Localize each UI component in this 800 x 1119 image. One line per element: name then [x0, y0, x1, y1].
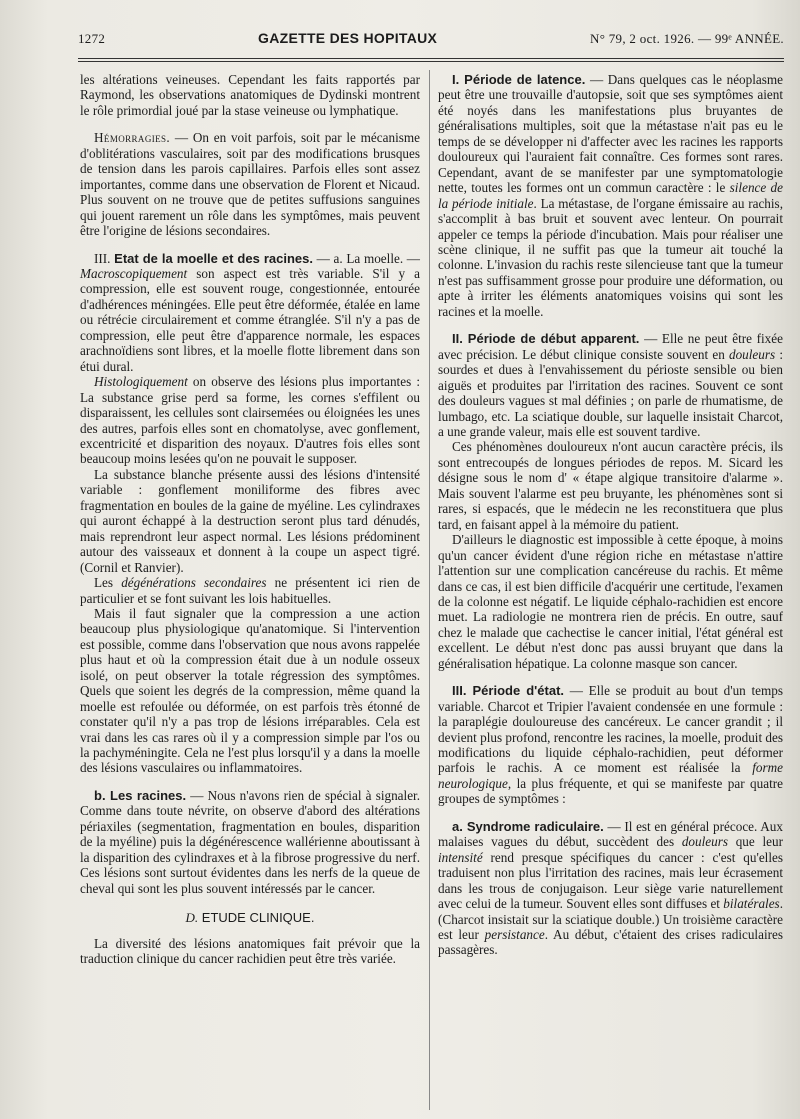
header-rule: [78, 58, 784, 59]
paragraph-syndrome: a. Syndrome radiculaire. — Il est en général précoce. Aux malaises vagues du début, succèdent des douleurs que leur intensité rend presque spécifiques du cancer : c'est qu'elles traduisent non plus l'irritation des racines, mais leur écrasement dans les trous de conjugaison. Leur siège varie naturellement avec celui de la tumeur. Souvent elles sont diffuses et bilatérales. (Charcot insistait sur la sciatique double.) Un troisième caractère est leur persistance. Au début, c'étaient des crises radiculaires passagères.: [438, 818, 783, 958]
paragraph: Ces phénomènes douloureux n'ont aucun caractère précis, ils sont entrecoupés de longues périodes de repos. M. Sicard les désigne sous le nom d' « étape algique transitoire d'alarme ». Mais souvent l'alarme est peu bruyante, les phénomènes sont si rares, si espacés, que le médecin ne les reconstituera que plus tard, en faisant appel à la mémoire du patient.: [438, 439, 783, 532]
subheading: Hémorragies.: [94, 130, 171, 146]
column-divider: [429, 70, 430, 1110]
page-number: 1272: [78, 31, 106, 46]
paragraph-racines: b. Les racines. — Nous n'avons rien de spécial à signaler. Comme dans toute névrite, on observe d'abord des altérations périaxiles (segmentation, fragmentation en boules, disparition de la myéline) puis la dégénérescence wallérienne aboutissant à la disparition des cylindraxes et à la fibrose progressive du nerf. Ces lésions sont surtout évidentes dans les nerfs de la queue de cheval qui sont les plus souvent intéressés par le cancer.: [80, 787, 421, 896]
subheading: b. Les racines.: [94, 787, 187, 803]
subheading: a. Syndrome radiculaire.: [452, 818, 604, 834]
section-heading: I. Période de latence.: [452, 72, 586, 87]
paragraph: D'ailleurs le diagnostic est impossible à cette époque, à moins qu'un cancer évident d'une région riche en métastase n'attire l'attention sur une complication cancéreuse du rachis. Et même dans ce cas, il est bien difficile d'acquérir une certitude, l'examen de la colonne est négatif. Le liquide céphalo-rachidien est encore muet. La radiologie ne montrera rien de précis. En outre, sauf chez le malade que cachectise le cancer initial, l'état général est excellent. Le début n'est donc pas aussi bruyant que dans la généralisation hépatique. La colonne masque son cancer.: [438, 532, 783, 671]
issue-info: N° 79, 2 oct. 1926. — 99ᵉ ANNÉE.: [590, 31, 784, 46]
section-heading: Etat de la moelle et des racines.: [114, 250, 313, 266]
section-heading: II. Période de début apparent.: [452, 331, 640, 347]
paragraph: La diversité des lésions anatomiques fait prévoir que la traduction clinique du cancer rachidien peut être très variée.: [80, 935, 420, 967]
section-heading: III. Période d'état.: [452, 683, 565, 699]
paragraph: Mais il faut signaler que la compression a une action beaucoup plus physiologique qu'anatomique. Si l'intervention est possible, comme dans l'observation que nous avons rappelée plus haut et où la compression était due à un nodule osseux isolé, on peut observer la totale régression des symptômes. Quels que soient les degrés de la compression, même quand la moelle est refoulée ou déformée, on est parfois très étonné de constater qu'il n'y a pas trop de lésions irréparables. Cela est vrai dans les cas rares où il y a compression simple par l'os ou la pachyméningite. Cela ne l'est plus lorsqu'il y a dans la moelle des lésions vasculaires ou inflammatoires.: [80, 605, 420, 776]
paragraph-etat: III. Période d'état. — Elle se produit au bout d'un temps variable. Charcot et Tripier l'avaient condensée en une formule : la paraplégie douloureuse des cancéreux. Le cancer grandit ; il devient plus profond, rencontre les racines, la moelle, produit des modifications du liquide céphalo-rachidien, peut déformer parfois le rachis. A ce moment est réalisée la forme neurologique, la plus fréquente, et qui se manifeste par quatre groupes de symptômes :: [438, 683, 783, 807]
right-column: [438, 72, 783, 958]
paragraph: La substance blanche présente aussi des lésions d'intensité variable : gonflement moniliforme des fibres avec fragmentation en boules de la gaine de myéline. Les cylindraxes qui auront échappé à la destruction seront plus tard dénudés, mais reprendront leur aspect normal. Les lésions prédominent autour des vaisseaux et donnent à la coupe un aspect tigré. (Cornil et Ranvier).: [80, 466, 420, 575]
paragraph: Histologiquement on observe des lésions plus importantes : La substance grise perd sa forme, les cornes s'effilent ou disparaissent, les cellules sont clairsemées ou éloignées les unes des autres, parfois elles sont en chomatolyse, avec gonflement, excentricité et disparition des noyaux. D'autres fois elles sont beaucoup moins lesées qu'on ne pouvait le supposer.: [80, 374, 420, 467]
paragraph-hemorragies: Hémorragies. — On en voit parfois, soit par le mécanisme d'oblitérations vasculaires, soit par des modifications brusques de tension dans les parois capillaires. Parfois elles sont assez importantes, comme dans une observation de Florent et Nicaud. Plus souvent on ne trouve que de petites suffusions sanguines qui jouent rarement un rôle dans les symptômes, mais peuvent être l'origine de lésions secondaires.: [80, 130, 420, 239]
paragraph-etat-moelle: III. Etat de la moelle et des racines. — a. La moelle. — Macroscopiquement son aspect est très variable. S'il y a compression, elle est souvent rouge, congestionnée, entourée d'adhérences méningées. Elle peut être déformée, étalée en lame ou rétrécie circulairement et comme étranglée. S'il n'y a pas de compression, elle peut être d'apparence normale, les espaces arachnoïdiens sont libres, et la moelle flotte librement dans son étui dural.: [80, 250, 420, 374]
journal-title: GAZETTE DES HOPITAUX: [258, 30, 438, 46]
paragraph-latence: I. Période de latence. — Dans quelques cas le néoplasme peut être une trouvaille d'autopsie, soit que ses symptômes aient été noyés dans les manifestations plus bruyantes de généralisations multiples, soit que la métastase n'ait pas eu le temps de se développer ni d'affecter avec les racines les rapports douloureux qui l'auraient fait connaître. Ces formes sont rares. Cependant, avant de se manifester par une symptomatologie nette, toutes les formes ont un commun caractère : le silence de la période initiale. La métastase, de l'organe émissaire au rachis, s'accomplit à bas bruit et souvent avec lenteur. On pourrait appeler ce temps la période d'incubation. Mais pour réaliser une scène clinique, il ne suffit pas que la tumeur ait touché la colonne. L'invasion du rachis reste silencieuse tant que la tumeur n'est pas suffisamment grosse pour produire une déformation, ou apte à irriter les éléments anatomiques voisins qui sont les racines et la moelle.: [438, 72, 784, 319]
header-rule-double: [78, 61, 784, 62]
paragraph: Les dégénérations secondaires ne présentent ici rien de particulier et se font suivant les lois habituelles.: [80, 575, 420, 606]
left-column: [80, 72, 420, 966]
paragraph: les altérations veineuses. Cependant les faits rapportés par Raymond, les observations anatomiques de Dydinski montrent le rôle primordial joué par la stase veineuse ou lymphatique.: [80, 72, 420, 118]
running-header: [78, 30, 784, 54]
section-title: D. ETUDE CLINIQUE.: [185, 910, 315, 926]
paragraph-debut: II. Période de début apparent. — Elle ne peut être fixée avec précision. Le début clinique consiste souvent en douleurs : sourdes et dues à l'envahissement du périoste sensible ou bien aiguës et produites par l'irritation des racines. Souvent ce sont des douleurs vagues st mal définies ; on parle de rhumatisme, de lumbago, etc. La sciatique double, sur laquelle insistait Charcot, a une grande valeur, mais elle est souvent tardive.: [438, 331, 783, 439]
